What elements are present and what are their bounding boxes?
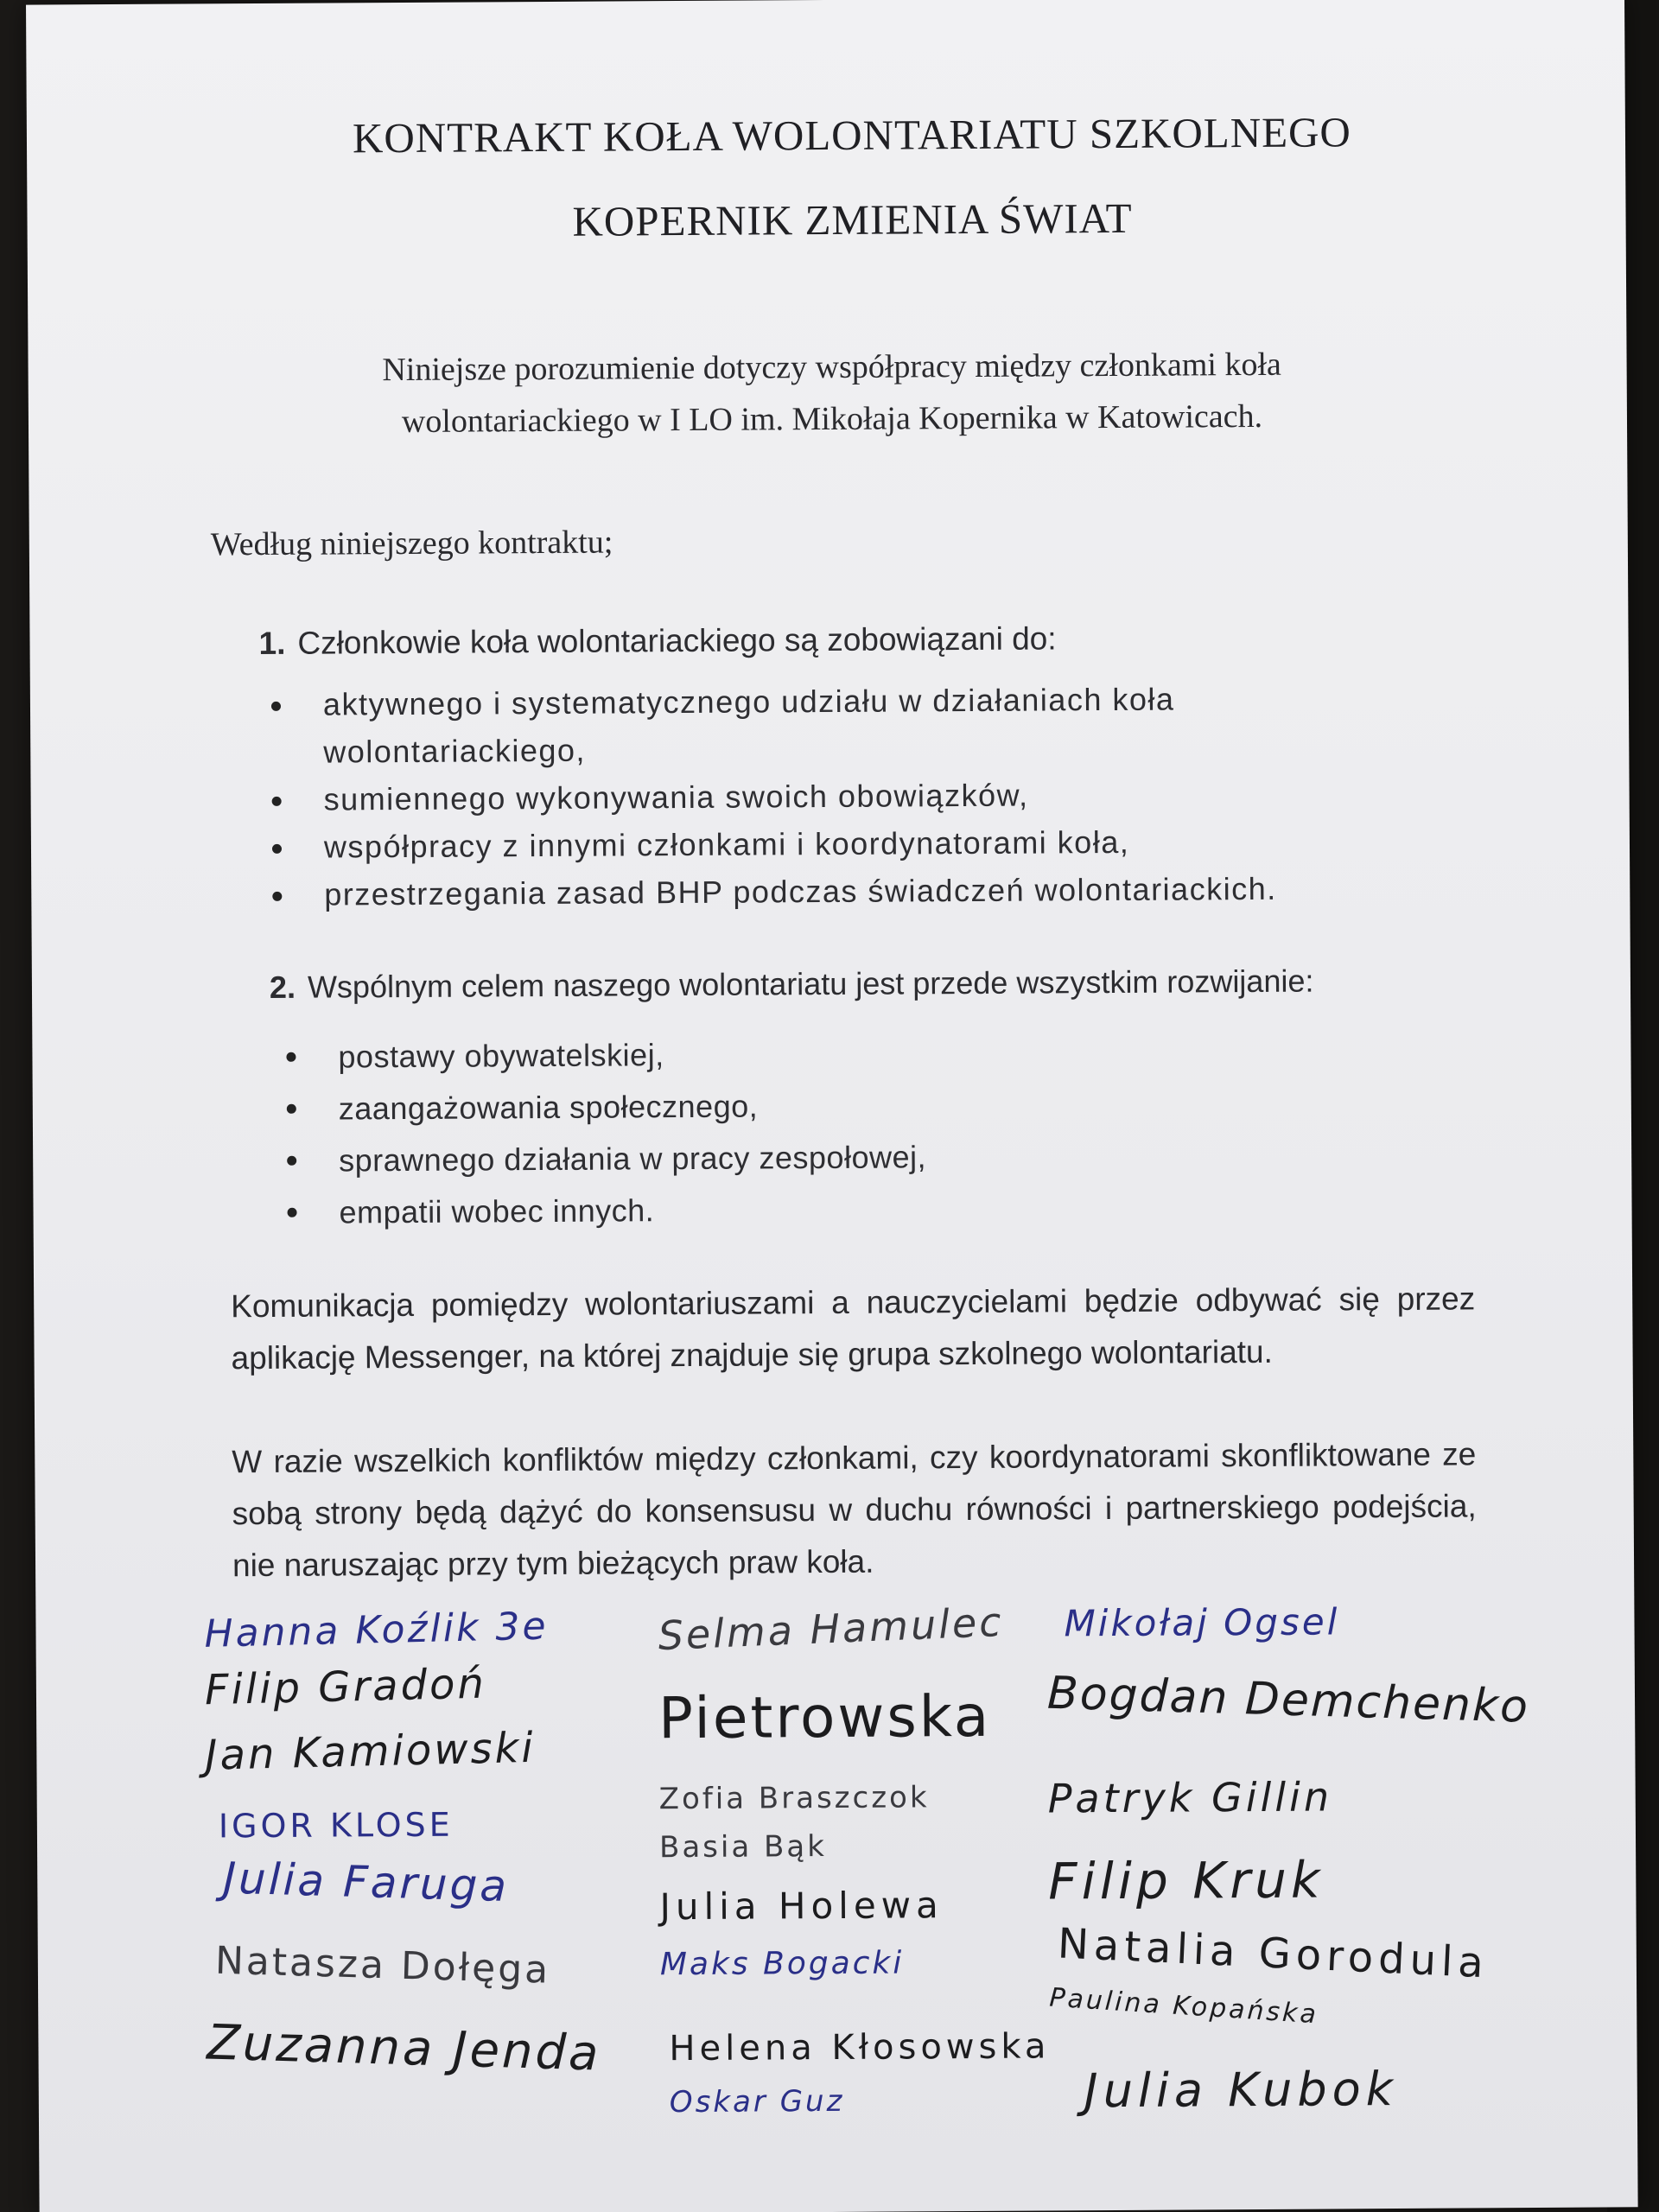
signature: Zofia Braszczok [658,1780,930,1817]
signature: Julia Kubok [1084,2061,1399,2119]
list-item: aktywnego i systematycznego udziału w działaniach koła wolontariackiego, [268,675,1306,776]
section-1-number: 1. [258,625,286,662]
section-2-number: 2. [269,969,296,1005]
contract-sheet [26,0,1638,2212]
signature: Mikołaj Ogsel [1064,1600,1340,1645]
list-item: zaangażowania społecznego, [283,1077,1320,1135]
signature: IGOR KLOSE [218,1805,454,1846]
signature: Natasza Dołęga [214,1938,551,1993]
section-1-heading [258,620,1056,662]
signature: Patryk Gillin [1047,1773,1333,1822]
section-1-list [268,675,1306,918]
signature: Filip Kruk [1048,1850,1325,1911]
signature: Zuzanna Jenda [206,2014,602,2082]
signature: Julia Holewa [659,1884,944,1929]
section-2-heading [270,963,1314,1006]
conflicts-paragraph: W razie wszelkich konfliktów między członkami, czy koordynatorami skonfliktowane ze sobą strony będą dążyć do konsensusu w duchu równości i partnerskiego podejścia, nie naruszając przy tym bieżących praw koła. [232,1436,1477,1584]
signature: Paulina Kopańska [1048,1982,1319,2031]
title-line-2: KOPERNIK ZMIENIA ŚWIAT [572,194,1133,245]
communication-paragraph: Komunikacja pomiędzy wolontariuszami a nauczycielami będzie odbywać się przez aplikację Messenger, na której znajduje się grupa szkolnego wolontariatu. [231,1281,1476,1376]
section-1-heading-text: Członkowie koła wolontariackiego są zobowiązani do: [297,620,1057,661]
signature: Bogdan Demchenko [1046,1667,1530,1733]
intro-paragraph [244,338,1420,448]
signature: Pietrowska [658,1682,992,1752]
intro-line-2: wolontariackiego w I LO im. Mikołaja Kopernika w Katowicach. [401,397,1263,441]
list-item: postawy obywatelskiej, [283,1026,1319,1084]
intro-line-1: Niniejsze porozumienie dotyczy współpracy między członkami koła [382,346,1281,389]
signature: Filip Gradoń [204,1659,487,1715]
lead-text: Według niniejszego kontraktu; [210,524,613,563]
signature: Maks Bogacki [659,1945,905,1983]
signature: Natalia Gorodula [1056,1919,1491,1988]
signature: Helena Kłosowska [669,2026,1051,2069]
signature: Oskar Guz [669,2083,845,2120]
section-2-heading-text: Wspólnym celem naszego wolontariatu jest przede wszystkim rozwijanie: [307,963,1314,1005]
signature: Selma Hamulec [657,1598,1005,1660]
signature: Julia Faruga [222,1853,510,1912]
list-item: sumiennego wykonywania swoich obowiązków, [268,770,1305,823]
title-line-1: KONTRAKT KOŁA WOLONTARIATU SZKOLNEGO [352,108,1352,162]
section-2-list [283,1026,1320,1239]
signature: Hanna Koźlik 3e [203,1604,550,1656]
list-item: empatii wobec innych. [283,1181,1320,1239]
list-item: współpracy z innymi członkami i koordynatorami koła, [269,817,1306,871]
signature: Jan Kamiowski [204,1723,537,1780]
list-item: sprawnego działania w pracy zespołowej, [283,1129,1320,1187]
signature: Basia Bąk [658,1829,827,1866]
list-item: przestrzegania zasad BHP podczas świadczeń wolontariackich. [269,865,1306,918]
